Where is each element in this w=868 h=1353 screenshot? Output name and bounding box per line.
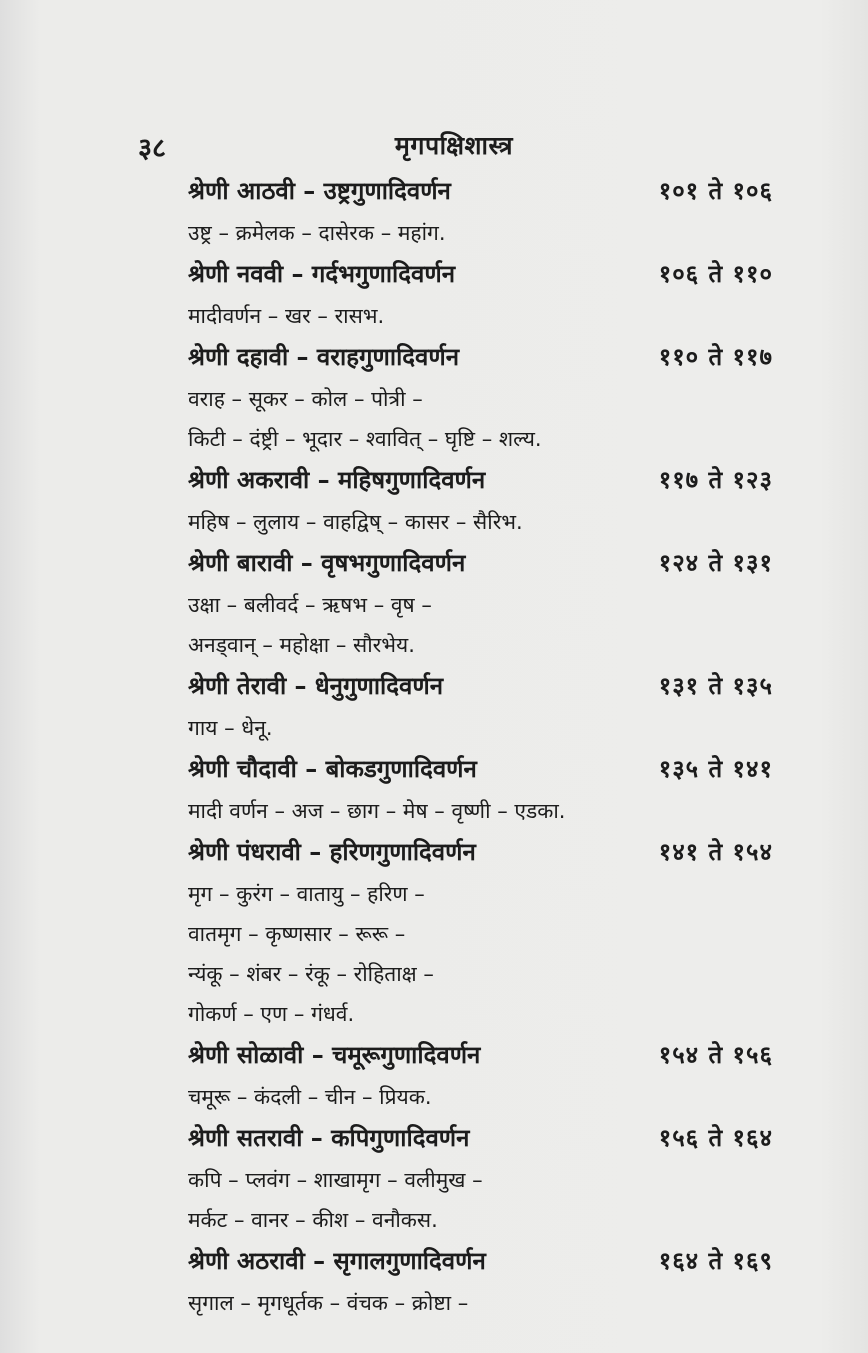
synonym-line: वराह – सूकर – कोल – पोत्री – — [188, 387, 423, 411]
entry-heading-row — [188, 1240, 773, 1283]
contents-entry — [188, 253, 773, 336]
entry-heading-row — [188, 1034, 773, 1077]
entry-title: श्रेणी तेरावी – धेनुगुणादिवर्णन — [188, 672, 444, 700]
entry-page-range: १०१ ते १०६ — [658, 177, 773, 205]
contents-entry — [188, 459, 773, 542]
entry-heading-row — [188, 170, 773, 213]
entry-title: श्रेणी चौदावी – बोकडगुणादिवर्णन — [188, 755, 477, 783]
contents-entry — [188, 1240, 773, 1323]
contents-entry — [188, 831, 773, 1034]
entry-page-range: १०६ ते ११० — [658, 260, 773, 288]
synonym-line: महिष – लुलाय – वाहद्विष् – कासर – सैरिभ. — [188, 510, 523, 534]
entry-page-range: १६४ ते १६९ — [658, 1247, 773, 1275]
entry-title: श्रेणी दहावी – वराहगुणादिवर्णन — [188, 343, 460, 371]
synonym-line: न्यंकू – शंबर – रंकू – रोहिताक्ष – — [188, 962, 434, 986]
entry-heading-row — [188, 253, 773, 296]
contents-entry — [188, 170, 773, 253]
synonym-line: सृगाल – मृगधूर्तक – वंचक – क्रोष्टा – — [188, 1291, 469, 1315]
synonym-line: वातमृग – कृष्णसार – रूरू – — [188, 922, 406, 946]
contents-entry — [188, 1117, 773, 1240]
entry-title: श्रेणी अठरावी – सृगालगुणादिवर्णन — [188, 1247, 486, 1275]
entry-heading-row — [188, 665, 773, 708]
synonym-line: अनड्वान् – महोक्षा – सौरभेय. — [188, 633, 415, 657]
contents-list — [188, 170, 773, 1323]
synonym-line: मादी वर्णन – अज – छाग – मेष – वृष्णी – एडका. — [188, 799, 566, 823]
synonym-line: मर्कट – वानर – कीश – वनौकस. — [188, 1208, 438, 1232]
entry-title: श्रेणी बारावी – वृषभगुणादिवर्णन — [188, 549, 466, 577]
entry-title: श्रेणी सोळावी – चमूरूगुणादिवर्णन — [188, 1041, 481, 1069]
entry-title: श्रेणी नववी – गर्दभगुणादिवर्णन — [188, 260, 456, 288]
entry-title: श्रेणी अकरावी – महिषगुणादिवर्णन — [188, 466, 486, 494]
entry-page-range: ११७ ते १२३ — [658, 466, 773, 494]
entry-title: श्रेणी आठवी – उष्ट्रगुणादिवर्णन — [188, 177, 451, 205]
contents-entry — [188, 542, 773, 665]
entry-heading-row — [188, 831, 773, 874]
entry-heading-row — [188, 748, 773, 791]
entry-page-range: १२४ ते १३१ — [658, 549, 773, 577]
contents-entry — [188, 1034, 773, 1117]
synonym-line: गाय – धेनू. — [188, 716, 273, 740]
entry-page-range: १३१ ते १३५ — [658, 672, 773, 700]
page-number: ३८ — [138, 133, 167, 164]
synonym-line: उक्षा – बलीवर्द – ऋषभ – वृष – — [188, 593, 432, 617]
entry-title: श्रेणी सतरावी – कपिगुणादिवर्णन — [188, 1124, 470, 1152]
entry-heading-row — [188, 459, 773, 502]
synonym-line: मादीवर्णन – खर – रासभ. — [188, 304, 385, 328]
synonym-line: चमूरू – कंदली – चीन – प्रियक. — [188, 1085, 432, 1109]
entry-heading-row — [188, 336, 773, 379]
contents-entry — [188, 336, 773, 459]
contents-entry — [188, 665, 773, 748]
synonym-line: मृग – कुरंग – वातायु – हरिण – — [188, 882, 425, 906]
entry-page-range: १३५ ते १४१ — [658, 755, 773, 783]
entry-page-range: १५६ ते १६४ — [658, 1124, 773, 1152]
running-title: मृगपक्षिशास्त्र — [394, 131, 514, 160]
entry-page-range: १४१ ते १५४ — [658, 838, 773, 866]
synonym-line: उष्ट्र – क्रमेलक – दासेरक – महांग. — [188, 221, 446, 245]
entry-page-range: १५४ ते १५६ — [658, 1041, 773, 1069]
synonym-line: कपि – प्लवंग – शाखामृग – वलीमुख – — [188, 1168, 483, 1192]
entry-page-range: ११० ते ११७ — [658, 343, 773, 371]
synonym-line: किटी – दंष्ट्री – भूदार – श्वावित् – घृष्टि – शल्य. — [188, 427, 542, 451]
synonym-line: गोकर्ण – एण – गंधर्व. — [188, 1002, 355, 1026]
entry-heading-row — [188, 1117, 773, 1160]
contents-entry — [188, 748, 773, 831]
entry-heading-row — [188, 542, 773, 585]
entry-title: श्रेणी पंधरावी – हरिणगुणादिवर्णन — [188, 838, 476, 866]
page-header — [134, 128, 774, 168]
